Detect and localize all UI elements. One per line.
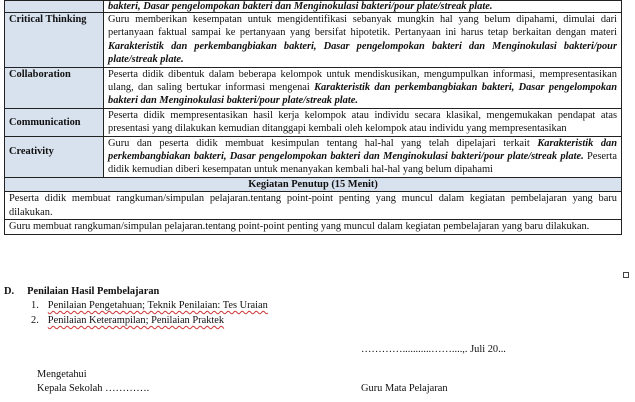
row-text: Peserta didik mempresentasikan hasil kerja kelompok atau individu secara klasikal, mengemukakan pendapat atas presentasi yang dilakukan kemudian ditanggapi kembali oleh kelompok atau individu yang mempresentasikan — [104, 108, 622, 136]
row-label-communication: Communication — [5, 108, 104, 136]
table-resize-handle[interactable] — [623, 272, 629, 278]
table-row — [5, 67, 622, 108]
row-text: Guru memberikan kesempatan untuk mengidentifikasi sebanyak mungkin hal yang belum dipahami, dimulai dari pertanyaan faktual sampai ke pertanyaan yang bersifat hipotetik. Pertanyaan ini harus tetap berkaitan dengan materi Karakteristik dan perkembangbiakan bakteri, Dasar pengelompokan bakteri dan Menginokulasi bakteri/pour plate/streak plate. — [104, 13, 622, 68]
table-row — [5, 1, 622, 13]
row-label-creativity: Creativity — [5, 136, 104, 177]
list-item: 1. Penilaian Pengetahuan; Teknik Penilaian: Tes Uraian — [31, 300, 268, 311]
closing-student-summary: Peserta didik membuat rangkuman/simpulan pelajaran.tentang point-point penting yang muncul dalam kegiatan pembelajaran yang baru dilakukan. — [5, 192, 622, 220]
table-row — [5, 192, 622, 220]
section-title: Penilaian Hasil Pembelajaran — [27, 286, 160, 297]
table-row — [5, 136, 622, 177]
list-item: 2. Penilaian Keterampilan; Penilaian Praktek — [31, 315, 225, 326]
closing-header-row — [5, 177, 622, 191]
principal-label: Kepala Sekolah …………. — [37, 383, 150, 394]
learning-activities-table — [4, 0, 622, 235]
closing-teacher-summary: Guru membuat rangkuman/simpulan pelajaran.tentang point-point penting yang muncul dalam kegiatan pembelajaran yang baru dilakukan. — [5, 220, 622, 234]
row-text: Peserta didik dibentuk dalam beberapa kelompok untuk mendiskusikan, mengumpulkan informasi, mempresentasikan ulang, dan saling bertukar informasi mengenai Karakteristik dan perkembangbiakan bakteri, Dasar pengelompokan bakteri dan Menginokulasi bakteri/pour plate/streak plate. — [104, 67, 622, 108]
table-row — [5, 108, 622, 136]
acknowledge-label: Mengetahui — [37, 369, 87, 380]
row-label — [5, 1, 104, 13]
signature-date: …………...........……....,. Juli 20... — [361, 344, 506, 355]
section-d-heading — [4, 286, 159, 297]
row-text: Guru dan peserta didik membuat kesimpulan tentang hal-hal yang telah dipelajari terkait Karakteristik dan perkembangbiakan bakteri, Dasar pengelompokan bakteri dan Menginokulasi bakteri/pour plate/streak plate. Peserta didik kemudian diberi kesempatan untuk menanyakan kembali hal-hal yang belum dipahami — [104, 136, 622, 177]
closing-header: Kegiatan Penutup (15 Menit) — [5, 177, 622, 191]
assessment-item-skills: Penilaian Keterampilan; Penilaian Praktek — [47, 315, 225, 326]
table-row — [5, 13, 622, 68]
row-label-critical-thinking: Critical Thinking — [5, 13, 104, 68]
teacher-label: Guru Mata Pelajaran — [361, 383, 448, 394]
table-row — [5, 220, 622, 234]
section-letter: D. — [4, 286, 15, 297]
assessment-item-knowledge: Penilaian Pengetahuan; Teknik Penilaian: Tes Uraian — [47, 300, 268, 311]
row-label-collaboration: Collaboration — [5, 67, 104, 108]
row-text: bakteri, Dasar pengelompokan bakteri dan Menginokulasi bakteri/pour plate/streak plate. — [104, 1, 622, 13]
